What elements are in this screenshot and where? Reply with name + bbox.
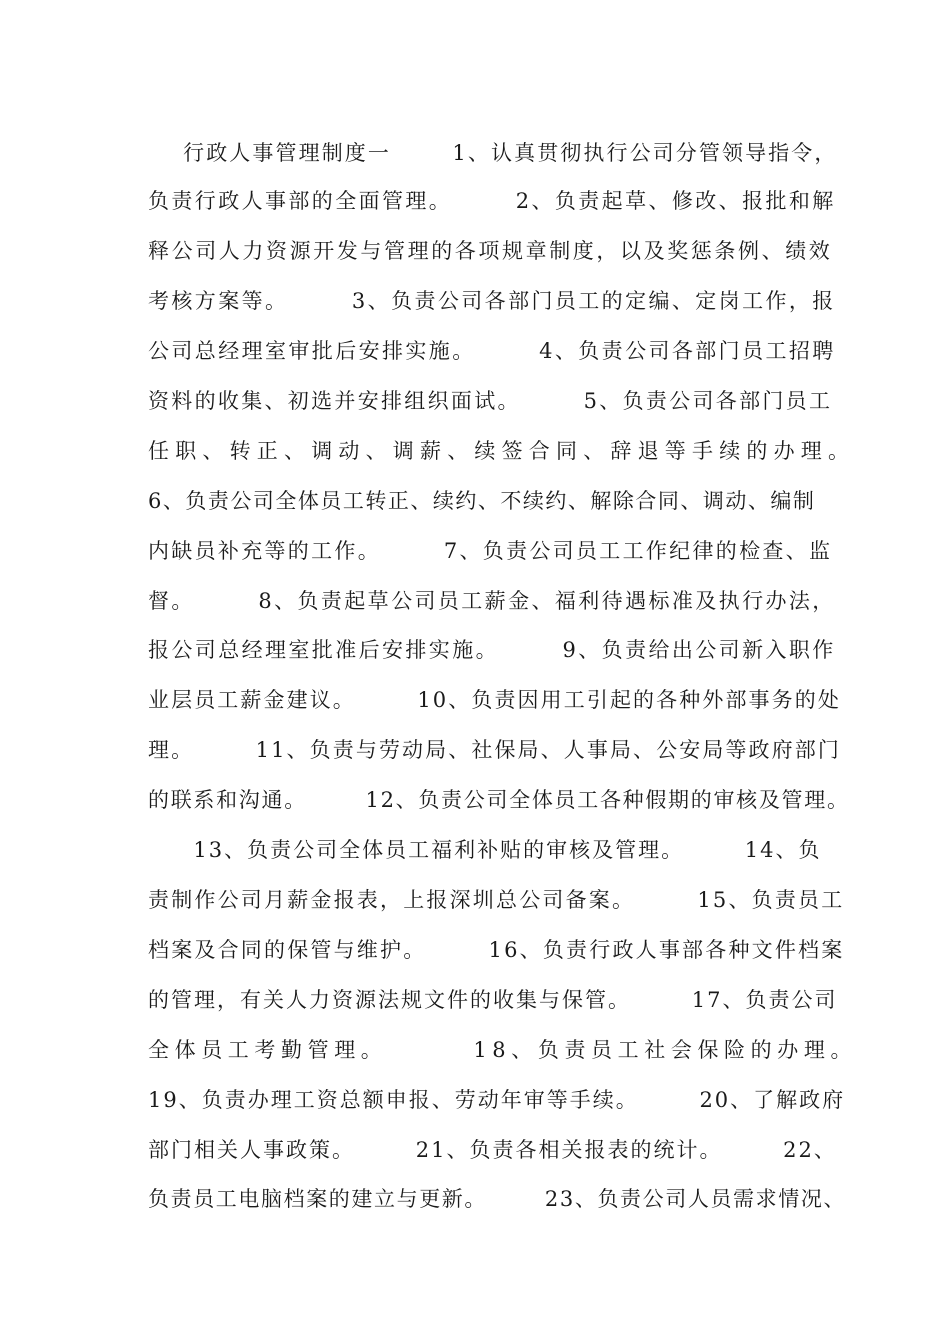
text-line: 督。 8、负责起草公司员工薪金、福利待遇标准及执行办法， (148, 589, 836, 613)
text-line: 公司总经理室审批后安排实施。 4、负责公司各部门员工招聘 (148, 339, 836, 363)
text-line: 行政人事管理制度一 1、认真贯彻执行公司分管领导指令， (148, 141, 838, 165)
text-line: 19、负责办理工资总额申报、劳动年审等手续。 20、了解政府 (148, 1088, 846, 1112)
text-line: 资料的收集、初选并安排组织面试。 5、负责公司各部门员工 (148, 389, 833, 413)
text-line: 档案及合同的保管与维护。 16、负责行政人事部各种文件档案 (148, 938, 845, 962)
text-line: 释公司人力资源开发与管理的各项规章制度，以及奖惩条例、绩效 (148, 239, 833, 263)
text-line: 的联系和沟通。 12、负责公司全体员工各种假期的审核及管理。 (148, 788, 850, 812)
text-line: 部门相关人事政策。 21、负责各相关报表的统计。 22、 (148, 1138, 837, 1162)
text-line: 报公司总经理室批准后安排实施。 9、负责给出公司新入职作 (148, 638, 836, 662)
text-line: 责制作公司月薪金报表，上报深圳总公司备案。 15、负责员工 (148, 888, 845, 912)
text-line: 业层员工薪金建议。 10、负责因用工引起的各种外部事务的处 (148, 688, 841, 712)
text-line: 考核方案等。 3、负责公司各部门员工的定编、定岗工作，报 (148, 289, 836, 313)
text-line: 负责行政人事部的全面管理。 2、负责起草、修改、报批和解 (148, 189, 836, 213)
text-line: 全体员工考勤管理。 18、负责员工社会保险的办理。 (148, 1038, 858, 1062)
text-line: 6、负责公司全体员工转正、续约、不续约、解除合同、调动、编制 (148, 489, 816, 513)
text-line: 的管理，有关人力资源法规文件的收集与保管。 17、负责公司 (148, 988, 838, 1012)
text-line: 理。 11、负责与劳动局、社保局、人事局、公安局等政府部门 (148, 738, 841, 762)
text-line: 任职、转正、调动、调薪、续签合同、辞退等手续的办理。 (148, 439, 856, 463)
text-line: 负责员工电脑档案的建立与更新。 23、负责公司人员需求情况、 (148, 1187, 847, 1211)
text-line: 13、负责公司全体员工福利补贴的审核及管理。 14、负 (176, 838, 822, 862)
text-line: 内缺员补充等的工作。 7、负责公司员工工作纪律的检查、监 (148, 539, 833, 563)
